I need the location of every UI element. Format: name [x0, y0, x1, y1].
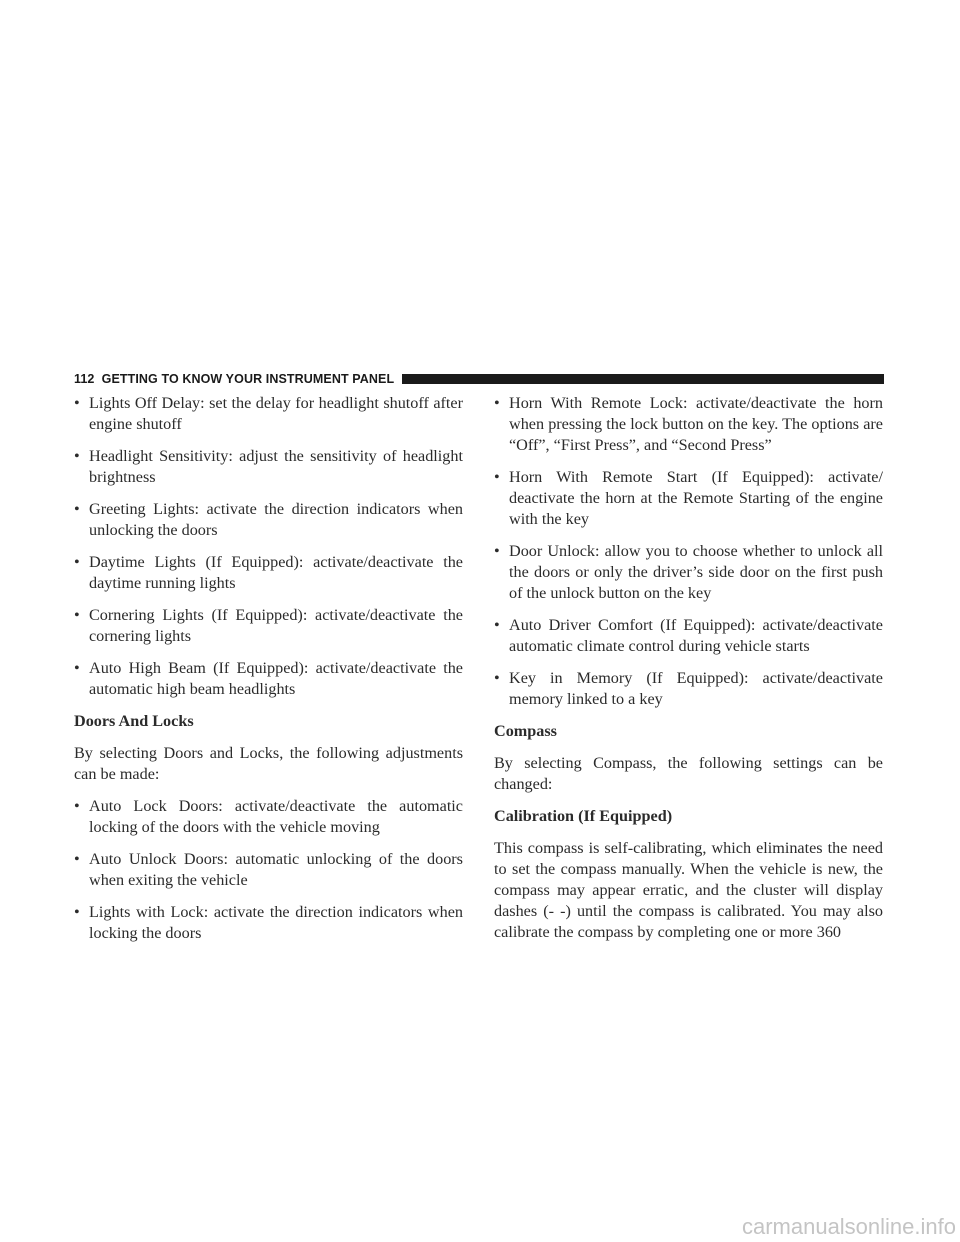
- header-text: [74, 372, 402, 386]
- page-number: 112: [74, 372, 95, 386]
- bullet-greeting-lights: • Greeting Lights: activate the direction indicators when unlocking the doors: [74, 499, 463, 541]
- right-column: [494, 393, 883, 954]
- bullet-auto-unlock-doors: • Auto Unlock Doors: automatic unlocking of the doors when exiting the vehicle: [74, 849, 463, 891]
- header-rule: [402, 374, 884, 384]
- watermark: carmanualsonline.info: [741, 1214, 956, 1239]
- compass-intro: By selecting Compass, the following settings can be changed:: [494, 754, 883, 793]
- bullet-auto-high-beam: • Auto High Beam (If Equipped): activate/deactivate the automatic high beam headlights: [74, 658, 463, 700]
- page-header: [74, 371, 884, 387]
- bullet-auto-driver-comfort: • Auto Driver Comfort (If Equipped): activate/deactivate automatic climate control during vehicle starts: [494, 615, 883, 657]
- calibration-text: This compass is self-calibrating, which eliminates the need to set the compass manually. When the vehicle is new, the compass may appear erratic, and the cluster will display dashes (- -) until the compass is calibrated. You may also calibrate the compass by completing one or more 360: [494, 839, 883, 941]
- calibration-heading: Calibration (If Equipped): [494, 807, 673, 825]
- section-title: GETTING TO KNOW YOUR INSTRUMENT PANEL: [101, 372, 395, 386]
- bullet-horn-remote-lock: • Horn With Remote Lock: activate/deactivate the horn when pressing the lock button on the key. The options are “Off”, “First Press”, and “Second Press”: [494, 393, 883, 456]
- bullet-key-in-memory: • Key in Memory (If Equipped): activate/deactivate memory linked to a key: [494, 668, 883, 710]
- compass-heading: Compass: [494, 722, 557, 740]
- doors-and-locks-heading: Doors And Locks: [74, 712, 194, 730]
- bullet-lights-off-delay: • Lights Off Delay: set the delay for headlight shutoff after engine shutoff: [74, 393, 463, 435]
- left-column: [74, 393, 463, 955]
- bullet-lights-with-lock: • Lights with Lock: activate the direction indicators when locking the doors: [74, 902, 463, 944]
- bullet-auto-lock-doors: • Auto Lock Doors: activate/deactivate the automatic locking of the doors with the vehicle moving: [74, 796, 463, 838]
- bullet-headlight-sensitivity: • Headlight Sensitivity: adjust the sensitivity of headlight brightness: [74, 446, 463, 488]
- bullet-daytime-lights: • Daytime Lights (If Equipped): activate/deactivate the daytime running lights: [74, 552, 463, 594]
- bullet-cornering-lights: • Cornering Lights (If Equipped): activate/deactivate the cornering lights: [74, 605, 463, 647]
- bullet-door-unlock: • Door Unlock: allow you to choose whether to unlock all the doors or only the driver’s side door on the first push of the unlock button on the key: [494, 541, 883, 604]
- doors-and-locks-intro: By selecting Doors and Locks, the following adjustments can be made:: [74, 744, 463, 783]
- bullet-horn-remote-start: • Horn With Remote Start (If Equipped): activate/ deactivate the horn at the Remote Starting of the engine with the key: [494, 467, 883, 530]
